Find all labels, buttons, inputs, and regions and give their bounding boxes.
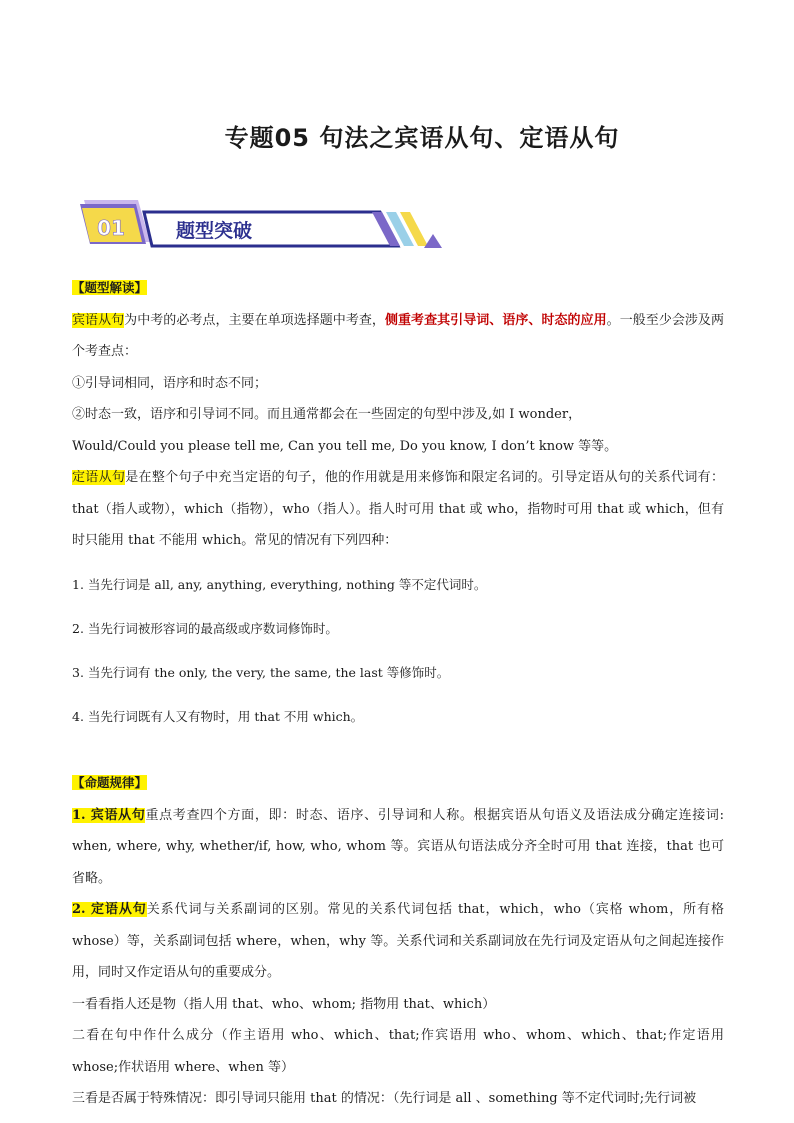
banner-triangle-icon <box>424 234 442 248</box>
section-heading: 【题型解读】 <box>72 280 148 295</box>
paragraph: 二看在句中作什么成分（作主语用 who、which、that;作宾语用 who、whom、which、that;作定语用 whose;作状语用 where、when 等） <box>72 1028 724 1075</box>
section-heading: 【命题规律】 <box>72 775 148 790</box>
banner-label: 题型突破 <box>176 220 253 242</box>
paragraph: 2. 定语从句关系代词与关系副词的区别。常见的关系代词包括 that，which，who（宾格 whom，所有格 whose）等，关系副词包括 where，when，why 等。关系代词和关系副词放在先行词及定语从句之间起连接作用，同时又作定语从句的重要成分。 <box>72 902 724 980</box>
page-title: 专题05 句法之宾语从句、定语从句 <box>224 124 620 152</box>
list-item: ①引导词相同，语序和时态不同； <box>72 375 268 391</box>
list-item: 4. 当先行词既有人又有物时，用 that 不用 which。 <box>72 709 364 724</box>
list-item: 2. 当先行词被形容词的最高级或序数词修饰时。 <box>72 621 338 636</box>
banner-number: 01 <box>97 216 125 240</box>
list-item: 1. 当先行词是 all, any, anything, everything, nothing 等不定代词时。 <box>72 577 487 592</box>
highlight-term: 宾语从句 <box>72 312 125 328</box>
section-banner <box>80 190 450 254</box>
list-item: Would/Could you please tell me, Can you tell me, Do you know, I don’t know 等等。 <box>72 438 618 454</box>
list-item: 3. 当先行词有 the only, the very, the same, the last 等修饰时。 <box>72 665 450 680</box>
list-item: ②时态一致，语序和引导词不同。而且通常都会在一些固定的句型中涉及,如 I wonder， <box>72 407 582 422</box>
document-body <box>72 272 724 1115</box>
highlight-term: 定语从句 <box>72 470 126 485</box>
paragraph: 1. 宾语从句重点考查四个方面，即：时态、语序、引导词和人称。根据宾语从句语义及语法成分确定连接词: when, where, why, whether/if, how, who, whom 等。宾语从句语法成分齐全时可用 that 连接，that 也可省略。 <box>72 807 724 886</box>
paragraph: 三看是否属于特殊情况：即引导词只能用 that 的情况：（先行词是 all 、something 等不定代词时;先行词被 <box>72 1091 697 1106</box>
emphasis-text: 侧重考查其引导词、语序、时态的应用 <box>384 312 607 328</box>
paragraph: 一看看指人还是物（指人用 that、who、whom; 指物用 that、which） <box>72 996 496 1012</box>
highlight-term: 1. 宾语从句 <box>72 807 146 823</box>
highlight-term: 2. 定语从句 <box>72 902 147 917</box>
paragraph: 宾语从句为中考的必考点，主要在单项选择题中考查，侧重考查其引导词、语序、时态的应用。一般至少会涉及两个考查点： <box>72 312 724 359</box>
paragraph: 定语从句是在整个句子中充当定语的句子，他的作用就是用来修饰和限定名词的。引导定语从句的关系代词有：that（指人或物），which（指物），who（指人）。指人时可用 that 或 who，指物时可用 that 或 which，但有时只能用 that 不能用 which。常见的情况有下列四种： <box>72 470 724 548</box>
